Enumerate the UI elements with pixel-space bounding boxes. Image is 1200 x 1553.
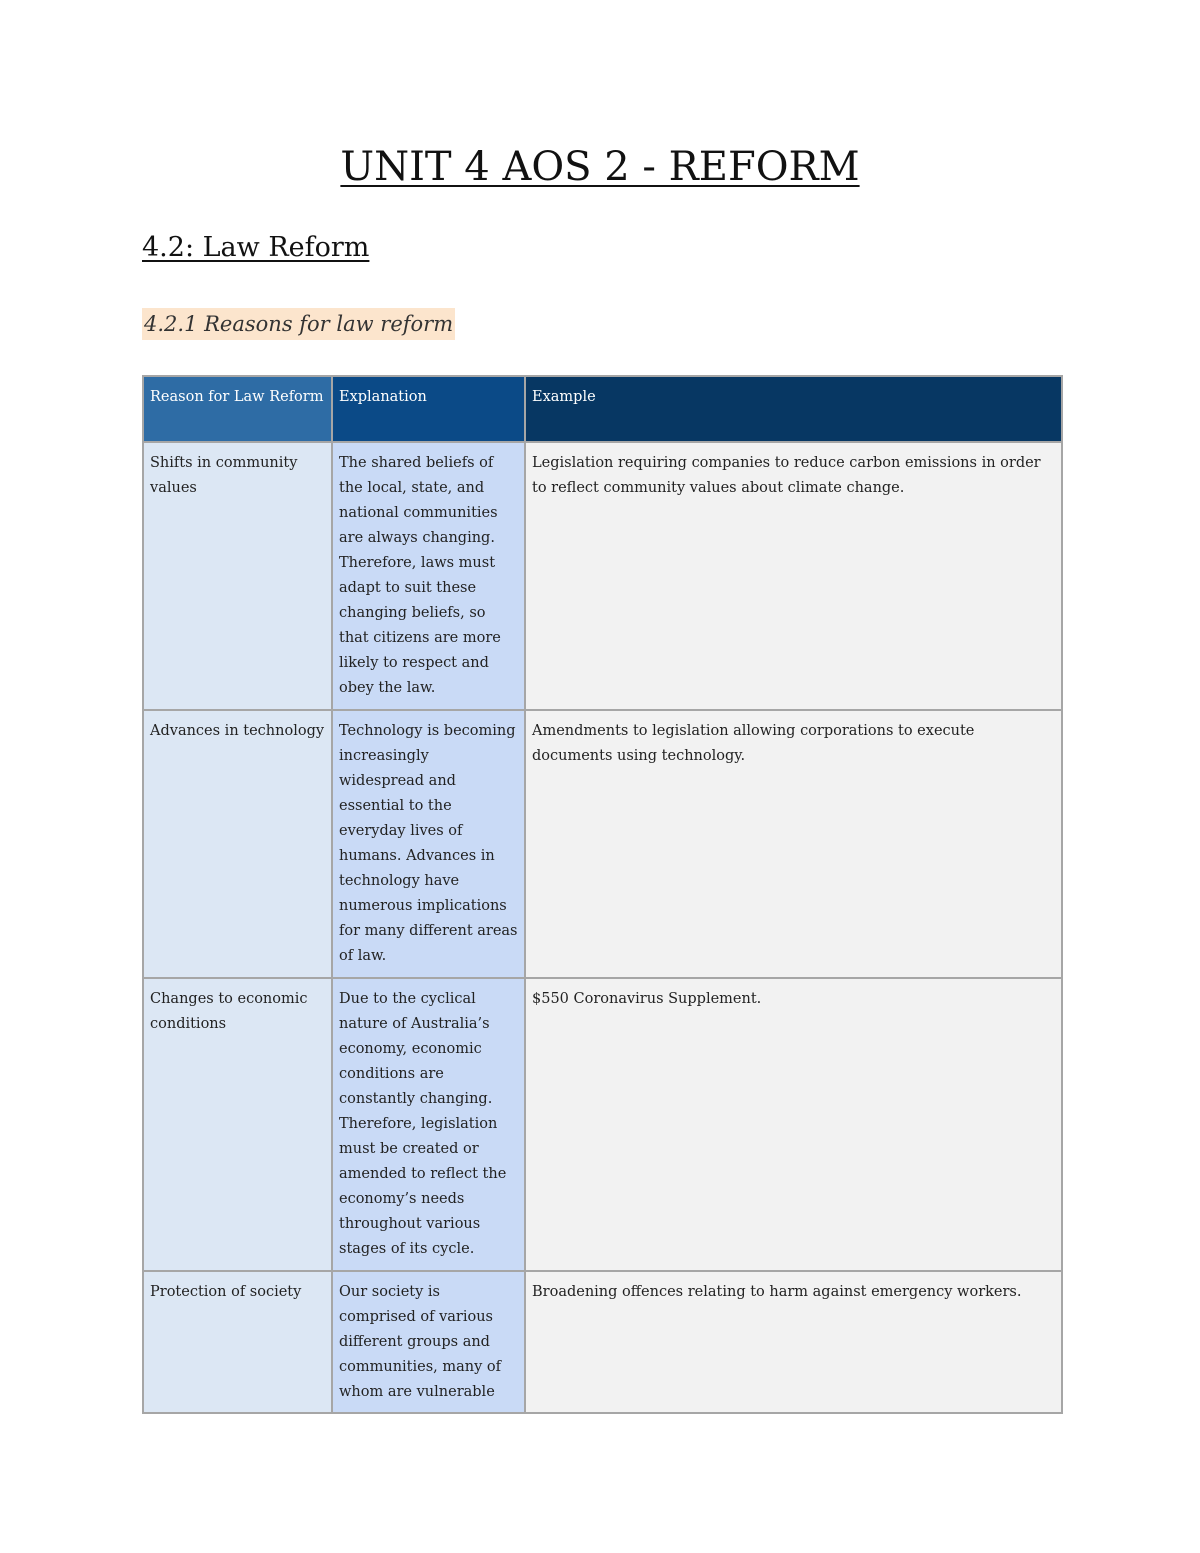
- section-heading: 4.2: Law Reform: [142, 232, 370, 263]
- example-cell: $550 Coronavirus Supplement.: [525, 978, 1062, 1271]
- example-cell: Broadening offences relating to harm against emergency workers.: [525, 1271, 1062, 1413]
- subsection-heading: 4.2.1 Reasons for law reform: [142, 308, 455, 340]
- reason-cell: Advances in technology: [143, 710, 332, 978]
- table-row: [143, 1271, 1062, 1413]
- reason-cell: Shifts in community values: [143, 442, 332, 710]
- table-header-row: [143, 376, 1062, 442]
- header-reason: Reason for Law Reform: [143, 376, 332, 442]
- reason-cell: Protection of society: [143, 1271, 332, 1413]
- explanation-cell: The shared beliefs of the local, state, and national communities are always changing. Therefore, laws must adapt to suit these changing beliefs, so that citizens are more likely to respect and obey the law.: [332, 442, 525, 710]
- example-cell: Legislation requiring companies to reduce carbon emissions in order to reflect community values about climate change.: [525, 442, 1062, 710]
- table-row: [143, 978, 1062, 1271]
- table-row: [143, 442, 1062, 710]
- example-cell: Amendments to legislation allowing corporations to execute documents using technology.: [525, 710, 1062, 978]
- table-row: [143, 710, 1062, 978]
- page-title: UNIT 4 AOS 2 - REFORM: [340, 144, 860, 190]
- reason-cell: Changes to economic conditions: [143, 978, 332, 1271]
- header-example: Example: [525, 376, 1062, 442]
- law-reform-table: [142, 375, 1063, 1414]
- explanation-cell: Due to the cyclical nature of Australia’s economy, economic conditions are constantly changing. Therefore, legislation must be created or amended to reflect the economy’s needs throughout various stages of its cycle.: [332, 978, 525, 1271]
- explanation-cell: Technology is becoming increasingly widespread and essential to the everyday lives of humans. Advances in technology have numerous implications for many different areas of law.: [332, 710, 525, 978]
- explanation-cell: Our society is comprised of various different groups and communities, many of whom are vulnerable: [332, 1271, 525, 1413]
- header-explanation: Explanation: [332, 376, 525, 442]
